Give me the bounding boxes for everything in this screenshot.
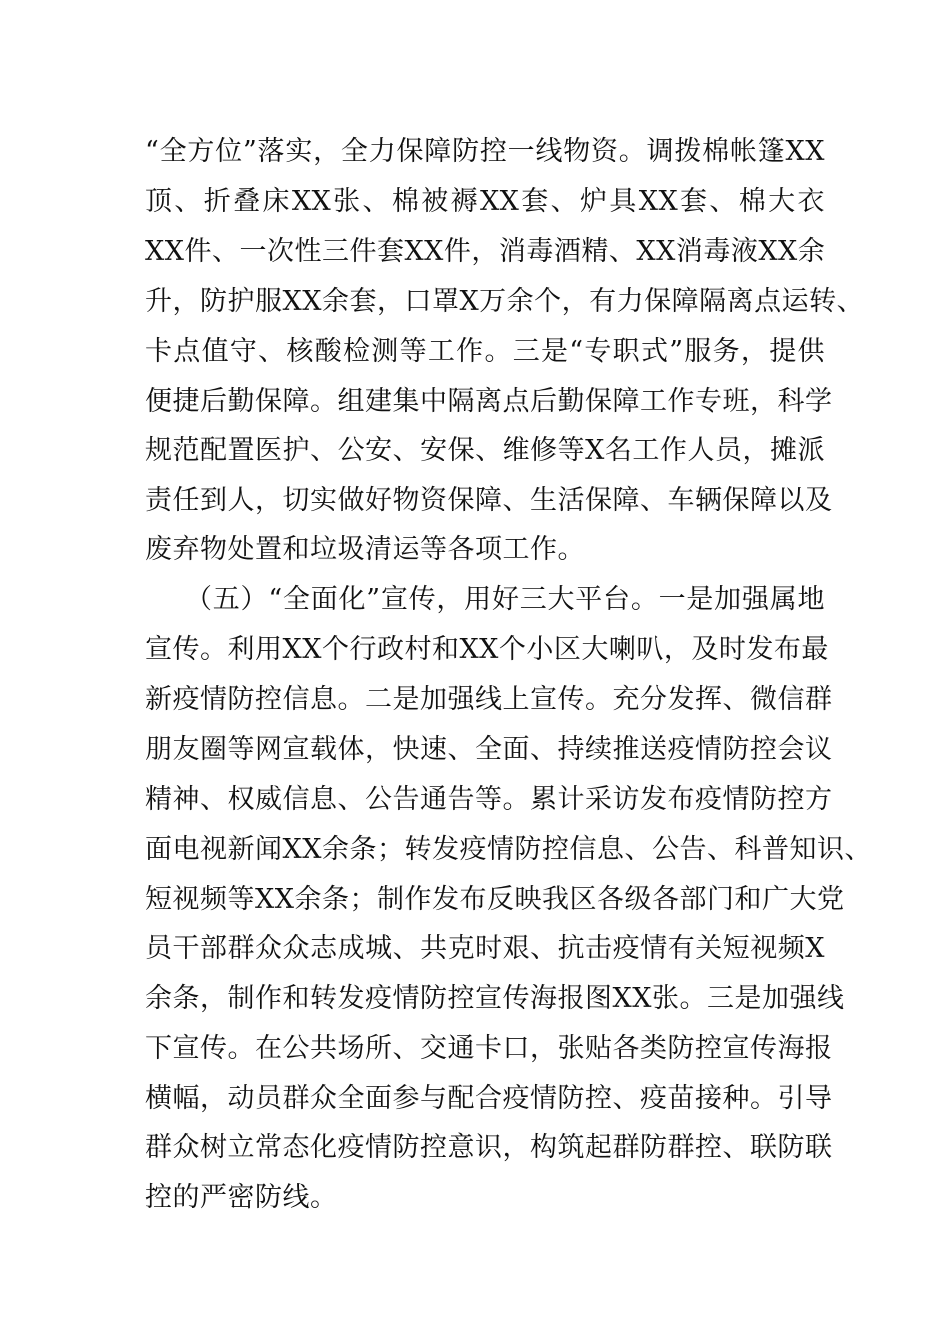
- paragraph-line: 规范配置医护、公安、安保、维修等X名工作人员，摊派: [145, 435, 825, 466]
- paragraph-line: 面电视新闻XX余条；转发疫情防控信息、公告、科普知识、: [145, 834, 872, 865]
- paragraph-line: 宣传。利用XX个行政村和XX个小区大喇叭，及时发布最: [145, 634, 829, 665]
- paragraph-line: 短视频等XX余条；制作发布反映我区各级各部门和广大党: [145, 884, 845, 915]
- paragraph-line: 控的严密防线。: [145, 1182, 338, 1213]
- paragraph-line: 余条，制作和转发疫情防控宣传海报图XX张。三是加强线: [145, 983, 845, 1014]
- paragraph-line: 升，防护服XX余套，口罩X万余个，有力保障隔离点运转、: [145, 286, 865, 317]
- paragraph-line: 责任到人，切实做好物资保障、生活保障、车辆保障以及: [145, 485, 833, 516]
- paragraph-line: 顶、折叠床XX张、棉被褥XX套、炉具XX套、棉大衣: [145, 186, 825, 217]
- paragraph-line: 群众树立常态化疫情防控意识，构筑起群防群控、联防联: [145, 1132, 833, 1163]
- paragraph-line: 便捷后勤保障。组建集中隔离点后勤保障工作专班，科学: [145, 386, 833, 417]
- paragraph-line: 卡点值守、核酸检测等工作。三是“专职式”服务，提供: [145, 336, 825, 367]
- paragraph-line: （五）“全面化”宣传，用好三大平台。一是加强属地: [185, 584, 825, 615]
- paragraph-line: 横幅，动员群众全面参与配合疫情防控、疫苗接种。引导: [145, 1083, 833, 1114]
- paragraph-line: 废弃物处置和垃圾清运等各项工作。: [145, 534, 585, 565]
- paragraph-line: XX件、一次性三件套XX件，消毒酒精、XX消毒液XX余: [145, 236, 826, 267]
- paragraph-line: 下宣传。在公共场所、交通卡口，张贴各类防控宣传海报: [145, 1033, 833, 1064]
- paragraph-line: 员干部群众众志成城、共克时艰、抗击疫情有关短视频X: [145, 933, 825, 964]
- paragraph-line: 新疫情防控信息。二是加强线上宣传。充分发挥、微信群: [145, 684, 833, 715]
- paragraph-line: “全方位”落实，全力保障防控一线物资。调拨棉帐篷XX: [145, 136, 825, 167]
- paragraph-line: 朋友圈等网宣载体，快速、全面、持续推送疫情防控会议: [145, 734, 833, 765]
- paragraph-line: 精神、权威信息、公告通告等。累计采访发布疫情防控方: [145, 784, 833, 815]
